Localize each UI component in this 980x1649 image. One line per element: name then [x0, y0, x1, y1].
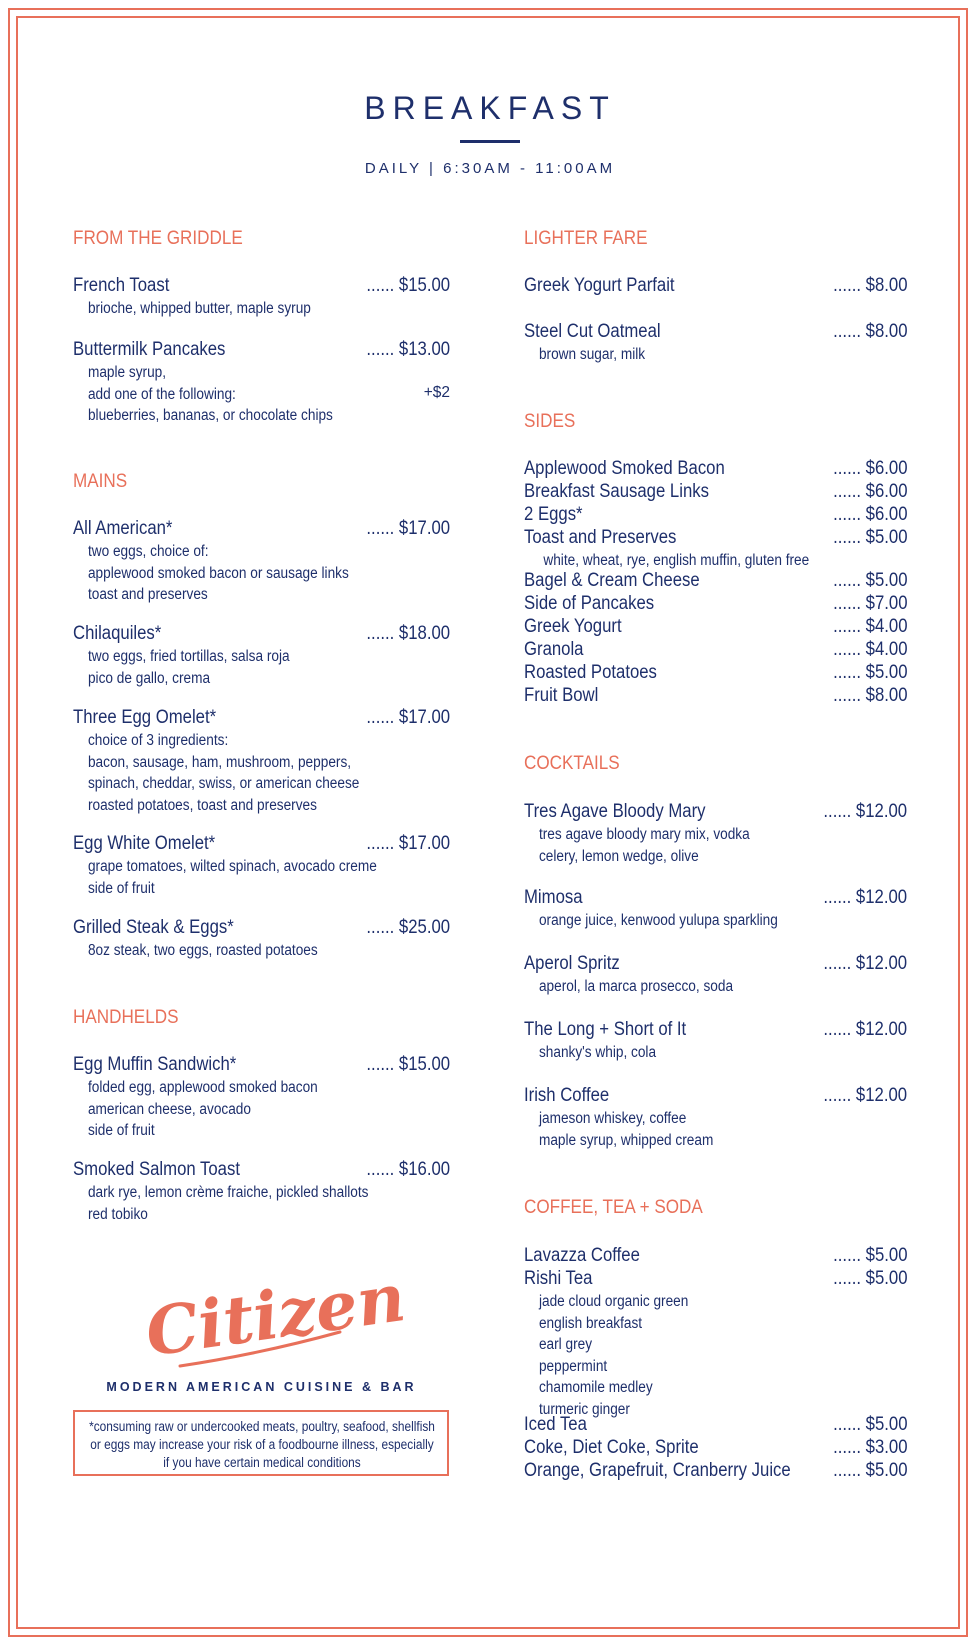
item-name: Iced Tea — [524, 1414, 587, 1435]
item-description: jameson whiskey, coffee — [538, 1110, 687, 1127]
logo-wordmark: Citizen — [140, 1258, 410, 1372]
item-price: ...... $15.00 — [366, 275, 450, 296]
item-description: red tobiko — [87, 1205, 148, 1223]
item-description: white, wheat, rye, english muffin, gluten free — [543, 552, 810, 569]
addon-price: +$2 — [423, 383, 450, 401]
item-description: 8oz steak, two eggs, roasted potatoes — [87, 942, 318, 959]
menu-item-aperol-spritz — [524, 952, 907, 998]
menu-item-greek-yogurt-parfait — [524, 274, 907, 298]
side-item — [524, 638, 907, 662]
menu-item-buttermilk-pancakes — [73, 338, 450, 427]
item-price: ...... $18.00 — [366, 623, 450, 644]
item-name: Tres Agave Bloody Mary — [524, 801, 706, 822]
drink-item — [524, 1244, 907, 1268]
item-description: orange juice, kenwood yulupa sparkling — [538, 912, 778, 929]
item-name: Egg White Omelet* — [73, 833, 216, 854]
item-price: ...... $5.00 — [832, 1414, 907, 1435]
item-name: Grilled Steak & Eggs* — [73, 917, 234, 938]
item-description: peppermint — [538, 1357, 608, 1375]
side-item — [524, 503, 907, 527]
item-name: Three Egg Omelet* — [73, 707, 217, 728]
item-name: French Toast — [73, 275, 170, 296]
item-price: ...... $5.00 — [832, 1460, 907, 1481]
item-name: All American* — [73, 518, 173, 539]
item-description: brioche, whipped butter, maple syrup — [87, 300, 311, 317]
menu-item-egg-muffin-sandwich — [73, 1053, 450, 1142]
item-name: Mimosa — [524, 887, 583, 908]
item-price: ...... $8.00 — [832, 685, 907, 706]
item-price: ...... $8.00 — [832, 321, 907, 342]
item-description: spinach, cheddar, swiss, or american cheese — [87, 775, 360, 792]
disclaimer-text — [0, 1418, 524, 1472]
item-description: two eggs, fried tortillas, salsa roja — [87, 648, 290, 665]
item-description: toast and preserves — [87, 586, 208, 603]
item-name: Greek Yogurt — [524, 616, 622, 637]
item-description: aperol, la marca prosecco, soda — [538, 978, 734, 995]
item-name: Coke, Diet Coke, Sprite — [524, 1437, 699, 1458]
item-description: brown sugar, milk — [538, 346, 646, 363]
side-item — [524, 661, 907, 685]
title-divider — [460, 140, 520, 143]
item-price: ...... $12.00 — [823, 1019, 907, 1040]
item-price: ...... $17.00 — [366, 518, 450, 539]
item-price: ...... $8.00 — [832, 275, 907, 296]
hours-subtitle: DAILY | 6:30AM - 11:00AM — [364, 160, 616, 177]
item-name: Granola — [524, 639, 584, 660]
item-price: ...... $4.00 — [832, 639, 907, 660]
section-heading-sides: SIDES — [524, 411, 576, 432]
menu-item-mimosa — [524, 886, 907, 932]
item-price: ...... $3.00 — [832, 1437, 907, 1458]
item-name: Aperol Spritz — [524, 953, 620, 974]
item-description: english breakfast — [538, 1314, 643, 1332]
item-description: shanky's whip, cola — [538, 1044, 657, 1061]
item-price: ...... $6.00 — [832, 458, 907, 479]
section-heading-lighter-fare: LIGHTER FARE — [524, 228, 648, 249]
section-heading-mains: MAINS — [73, 471, 128, 492]
item-description: applewood smoked bacon or sausage links — [87, 564, 349, 582]
menu-item-irish-coffee — [524, 1084, 907, 1151]
item-price: ...... $12.00 — [823, 1085, 907, 1106]
item-name: Side of Pancakes — [524, 593, 655, 614]
item-description: celery, lemon wedge, olive — [538, 847, 699, 865]
item-description: choice of 3 ingredients: — [87, 732, 229, 749]
side-item — [524, 526, 907, 572]
disclaimer-line: if you have certain medical conditions — [163, 1455, 361, 1470]
menu-item-chilaquiles — [73, 622, 450, 689]
section-heading-griddle: FROM THE GRIDDLE — [73, 228, 243, 249]
item-description: tres agave bloody mary mix, vodka — [538, 826, 750, 843]
item-name: Rishi Tea — [524, 1268, 593, 1289]
item-description: side of fruit — [87, 879, 155, 897]
item-description: turmeric ginger — [538, 1400, 630, 1418]
item-price: ...... $5.00 — [832, 570, 907, 591]
item-price: ...... $12.00 — [823, 801, 907, 822]
disclaimer-line: *consuming raw or undercooked meats, poultry, seafood, shellfish — [89, 1419, 435, 1434]
item-price: ...... $16.00 — [366, 1159, 450, 1180]
item-name: Fruit Bowl — [524, 685, 599, 706]
menu-item-steel-cut-oatmeal — [524, 320, 907, 366]
page-title: BREAKFAST — [364, 90, 616, 126]
menu-item-grilled-steak-eggs — [73, 916, 450, 962]
drink-item — [524, 1436, 907, 1460]
side-item — [524, 569, 907, 593]
item-description: dark rye, lemon crème fraiche, pickled shallots — [87, 1184, 369, 1201]
menu-item-smoked-salmon-toast — [73, 1158, 450, 1225]
item-price: ...... $5.00 — [832, 1268, 907, 1289]
section-heading-handhelds: HANDHELDS — [73, 1007, 179, 1028]
item-description: folded egg, applewood smoked bacon — [87, 1079, 318, 1096]
item-name: Breakfast Sausage Links — [524, 481, 709, 502]
item-name: The Long + Short of It — [524, 1019, 687, 1040]
section-heading-cocktails: COCKTAILS — [524, 753, 620, 774]
side-item — [524, 457, 907, 481]
item-description: two eggs, choice of: — [87, 543, 209, 560]
citizen-logo — [140, 1258, 410, 1372]
item-name: Buttermilk Pancakes — [73, 339, 226, 360]
menu-item-french-toast — [73, 274, 450, 320]
item-price: ...... $6.00 — [832, 504, 907, 525]
item-price: ...... $5.00 — [832, 527, 907, 548]
item-description: roasted potatoes, toast and preserves — [87, 796, 317, 814]
item-description: maple syrup, — [87, 364, 167, 381]
menu-item-long-short — [524, 1018, 907, 1064]
logo-tagline: MODERN AMERICAN CUISINE & BAR — [106, 1380, 417, 1394]
item-name: Roasted Potatoes — [524, 662, 657, 683]
item-price: ...... $15.00 — [366, 1054, 450, 1075]
drink-item — [524, 1413, 907, 1437]
item-description: jade cloud organic green — [538, 1293, 689, 1310]
item-price: ...... $5.00 — [832, 662, 907, 683]
item-price: ...... $4.00 — [832, 616, 907, 637]
menu-item-three-egg-omelet — [73, 706, 450, 816]
item-description: pico de gallo, crema — [87, 669, 211, 687]
menu-item-egg-white-omelet — [73, 832, 450, 899]
item-name: Lavazza Coffee — [524, 1245, 640, 1266]
item-description: side of fruit — [87, 1122, 155, 1139]
item-price: ...... $12.00 — [823, 887, 907, 908]
item-name: Toast and Preserves — [524, 527, 677, 548]
item-price: ...... $6.00 — [832, 481, 907, 502]
side-item — [524, 480, 907, 504]
item-name: Irish Coffee — [524, 1085, 610, 1106]
item-description: blueberries, bananas, or chocolate chips — [87, 407, 333, 424]
item-name: Steel Cut Oatmeal — [524, 321, 661, 342]
item-name: Orange, Grapefruit, Cranberry Juice — [524, 1460, 791, 1481]
item-description: chamomile medley — [538, 1379, 653, 1396]
side-item — [524, 684, 907, 708]
disclaimer-line: or eggs may increase your risk of a foodbourne illness, especially — [90, 1437, 434, 1452]
item-price: ...... $25.00 — [366, 917, 450, 938]
section-heading-coffee-tea-soda: COFFEE, TEA + SODA — [524, 1197, 703, 1218]
item-name: Smoked Salmon Toast — [73, 1159, 240, 1180]
item-name: Chilaquiles* — [73, 623, 162, 644]
item-name: Applewood Smoked Bacon — [524, 458, 725, 479]
item-price: ...... $5.00 — [832, 1245, 907, 1266]
item-description: add one of the following: — [87, 385, 236, 403]
item-price: ...... $12.00 — [823, 953, 907, 974]
item-description: american cheese, avocado — [87, 1100, 251, 1118]
item-description: bacon, sausage, ham, mushroom, peppers, — [87, 753, 352, 771]
item-price: ...... $7.00 — [832, 593, 907, 614]
item-description: grape tomatoes, wilted spinach, avocado creme — [87, 858, 377, 875]
item-name: Greek Yogurt Parfait — [524, 275, 675, 296]
item-name: Egg Muffin Sandwich* — [73, 1054, 237, 1075]
item-price: ...... $17.00 — [366, 707, 450, 728]
drink-item — [524, 1267, 907, 1420]
side-item — [524, 592, 907, 616]
side-item — [524, 615, 907, 639]
item-description: maple syrup, whipped cream — [538, 1131, 714, 1149]
item-name: 2 Eggs* — [524, 504, 583, 525]
menu-item-bloody-mary — [524, 800, 907, 867]
item-price: ...... $17.00 — [366, 833, 450, 854]
item-price: ...... $13.00 — [366, 339, 450, 360]
drink-item — [524, 1459, 907, 1483]
menu-item-all-american — [73, 517, 450, 606]
item-name: Bagel & Cream Cheese — [524, 570, 700, 591]
item-description: earl grey — [538, 1336, 593, 1353]
